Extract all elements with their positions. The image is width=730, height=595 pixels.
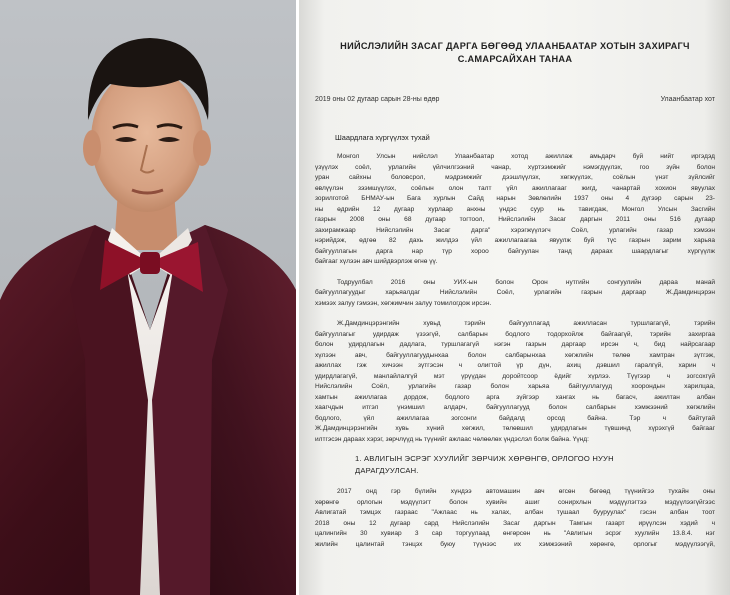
text-line: өвлүүлэн зээмшүүлэх, соёлын олон талт үйл ажиллагааг жигд, чанартай хохион явуулах <box>315 184 715 192</box>
letter-document <box>299 0 730 595</box>
text-line: уран сайхны боловсрол, мэдрэмжийг дээшлүүлэх, хөгжүүлэх, соёлын үнэт зүйлсийг <box>315 174 715 181</box>
text-line: жилийн цалинтай тэнцэх буюу түүнээс их хэмжээний хөрөнгө, орлогыг мэдүүлээгүй, <box>315 540 715 548</box>
paragraph-3 <box>315 319 715 445</box>
portrait-illustration <box>0 0 296 595</box>
text-line: байгууллагыг удирдаж үзээгүй, салбарын бодлого тодорхойлж байгаагүй, тэрийн захиргаа <box>315 330 715 338</box>
text-line: 2017 онд гэр бүлийн хүндээ автомашин авч өгсөн бөгөөд түүнийгээ тухайн оны <box>337 488 715 495</box>
text-line: захирамжаар Нийслэлийн Засаг дарга" хэрэгжүүлэгч Соёл, урлагийн газар хэмээн <box>315 226 715 234</box>
text-line: үзүүлэх соёл, урлагийн үйлчилгээний чанар, хүртээмжийг нэмэгдүүлэх, гоо зүйн болон <box>315 163 715 171</box>
text-line: байгууллагуудыг харьяалдаг Нийслэлийн Соёл, урлагийн газрын даргаар Ж.Дамдинцэрэн <box>315 289 715 296</box>
paragraph-4 <box>315 487 715 550</box>
text-line: нэрийдэж, өдгөө 82 дахь жилдээ үйл ажиллагаагаа явуулж буй түс газрын зарим харьяа <box>315 237 715 244</box>
text-line: хүлээн авч, байгууллагуудынхаа болон салбарынхаа хөгжлийн төлөө хамтран зүтгэж, <box>315 351 715 359</box>
letter-title <box>315 40 715 66</box>
text-line: Нийслэлийн Соёл, урлагийн газар болон харьяа байгууллагууд хоорондын харилцаа, <box>315 383 715 390</box>
paragraph-2 <box>315 278 715 310</box>
text-line: Авлигатай тэмцэх газраас "Ажлаас нь халах, албан тушаал бууруулах" гэсэн албан тоот <box>315 509 715 516</box>
title-line-2: С.АМАРСАЙХАН ТАНАА <box>457 54 573 64</box>
heading-line-1: 1. АВЛИГЫН ЭСРЭГ ХУУЛИЙГ ЗӨРЧИЖ ХӨРӨНГӨ, ОРЛОГОО НУУН <box>355 454 614 463</box>
text-line: Ж.Дамдинцэрэнгийн хувьд тэрийн байгууллагад ажилласан туршлагагүй, тэрийн <box>337 320 715 327</box>
text-line: болон удирдлагын дадлага, туршлагагүй нэгэн газрын даргаар ирсэн ч, бид найрсагаар <box>315 341 715 348</box>
paragraph-1 <box>315 152 715 268</box>
section-heading <box>315 453 715 477</box>
heading-line-2: ДАРАГДУУЛСАН. <box>355 466 419 475</box>
text-line: ажиллах гэж хичээн зүтгэсэн ч олигтой үр дүн, ахиц дэвшил гаралгүй, харин ч <box>315 362 715 369</box>
text-line: илтгэсэн дараах хэрэг, зөрчлүүд нь түүнийг ажлаас чөлөөлөх үндэслэл болж байна. Үүнд: <box>315 435 589 443</box>
letter-date: 2019 оны 02 дугаар сарын 28-ны өдөр <box>315 96 440 103</box>
text-line: газрын 2008 оны 68 дугаар тогтоол, Нийслэлийн Засаг даргын 2011 оны 516 дугаар <box>315 216 715 223</box>
text-line: Ж.Дамдинцэрэнгийн хувь хүний хөгжил, төлөвшил удирдлагын түвшинд хүрэхгүй байгааг <box>315 425 715 432</box>
text-line: ны өдрийн 12 дугаар хурлаар анхны үндэс суур нь тавигдаж, Монгол Улсын Засгийн <box>315 205 715 213</box>
text-line: удирдлагагүй, манлайлалгүй мэт үрүүдан доройтсоор ёдийг хүрлээ. Түүгээр ч зогсохгүй <box>315 372 715 380</box>
letter-body <box>315 40 715 550</box>
portrait-photo <box>0 0 296 595</box>
text-line: хамтын ажиллагаа дордож, бодлого арга зүйгээр хангах нь багасч, ажилтан албан <box>315 393 715 401</box>
text-line: хаагчдын итгэл үнэмшил алдарч, байгууллагууд болон салбарын хэмжээний хөгжлийн <box>315 404 715 411</box>
text-line: 2018 оны 12 дугаар сард Нийслэлийн Засаг даргын Тамгын газарт ирүүлсэн хэдий ч <box>315 519 715 527</box>
text-line: бодлого, үйл ажиллагаа зогсонги байдалд орсод байна. Тэр ч байтугай <box>315 414 715 422</box>
title-line-1: НИЙСЛЭЛИЙН ЗАСАГ ДАРГА БӨГӨӨД УЛААНБААТАР ХОТЫН ЗАХИРАГЧ <box>340 41 690 51</box>
face-shape <box>91 68 203 212</box>
text-line: хэмээх залуу гэмээн, хөгжимчин залуу томилогдож ирсэн. <box>315 299 492 307</box>
letter-subject: Шаардлага хүргүүлэх тухай <box>335 133 430 142</box>
letter-meta <box>315 96 715 103</box>
text-line: байгууллагын дарга нар түр хороо байгуулан танд дараах шаардлагыг хүргүүлж <box>315 247 715 255</box>
text-line: зорилготой БНМАУ-ын Бага хурлын Сайд нарын Зөвлөлийн 1937 оны 4 дүгээр сарын 23- <box>315 195 715 202</box>
text-line: Монгол Улсын нийслэл Улаанбаатар хотод ажиллаж амьдарч буй нийт иргэдэд <box>337 153 715 160</box>
letter-place: Улаанбаатар хот <box>660 96 715 103</box>
text-line: Тодруулбал 2016 оны УИХ-ын болон Орон нутгийн сонгуулийн дараа манай <box>337 278 715 286</box>
text-line: цалингийн 30 хувиар 3 сар торгуулаад өнгөрсөн нь "Авлигын эсрэг хуулийн 13.8.4. нэг <box>315 530 715 537</box>
text-line: байгааг хүлээн авч шийдвэрлэж өгнө үү. <box>315 258 438 265</box>
text-line: хөрөнгө орлогын мэдүүлэгт болон хувийн ашиг сонирхлын мэдүүлэгтээ мэдүүлээгүйгээс <box>315 498 715 506</box>
